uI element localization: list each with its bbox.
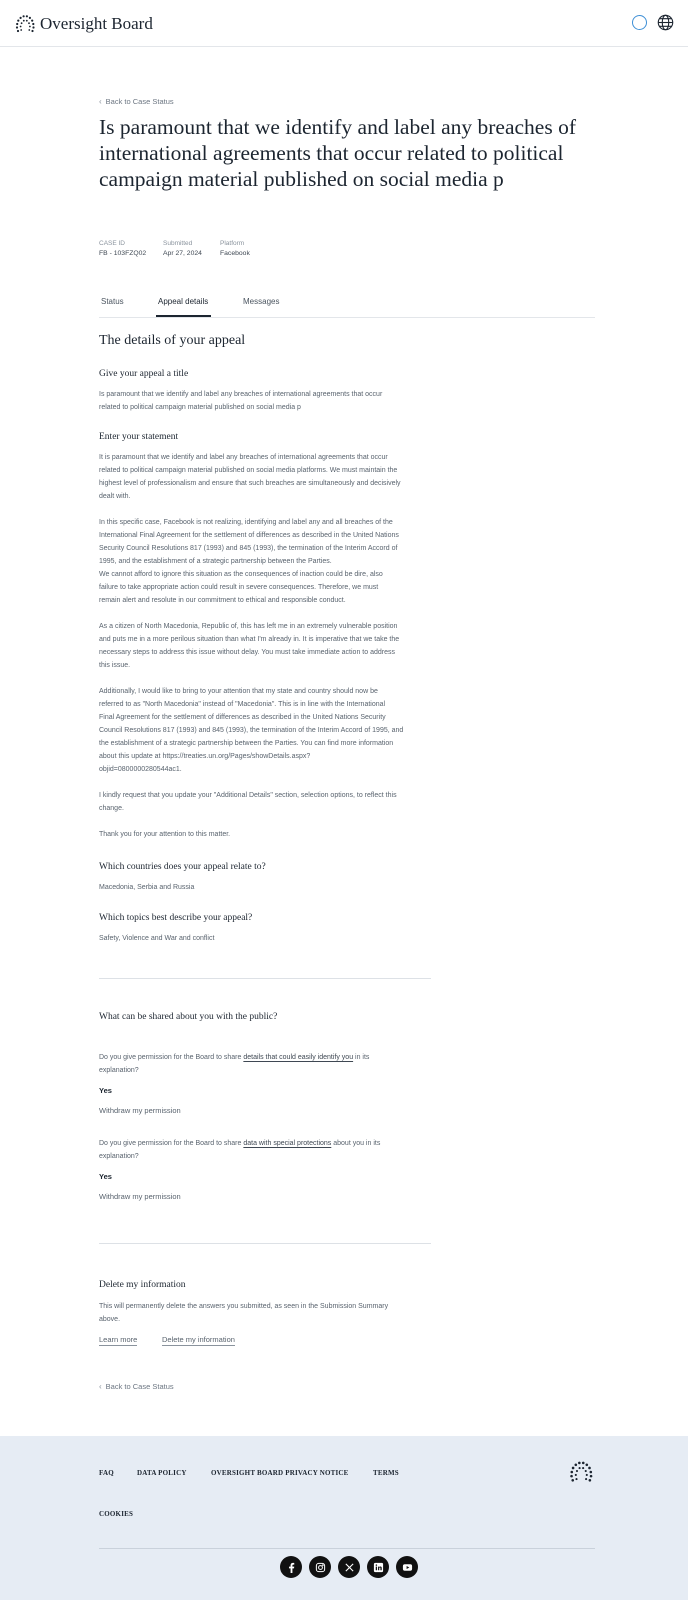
withdraw-identity-permission-link[interactable]: Withdraw my permission	[99, 1106, 181, 1115]
facebook-link[interactable]	[280, 1556, 302, 1578]
share-protected-data-question	[99, 1137, 431, 1163]
youtube-link[interactable]	[396, 1556, 418, 1578]
appeal-title-answer: Is paramount that we identify and label any breaches of international agreements that occur related to political campaign material published on social media p	[99, 391, 383, 411]
linkedin-icon	[373, 1562, 384, 1573]
tab-messages[interactable]: Messages	[243, 297, 280, 306]
instagram-icon	[315, 1562, 326, 1573]
sharing-heading: What can be shared about you with the public?	[99, 1012, 278, 1022]
footer-link-data-policy[interactable]: DATA POLICY	[137, 1469, 187, 1477]
back-to-case-status-link[interactable]	[99, 1382, 174, 1391]
facebook-icon	[286, 1562, 297, 1573]
topics-answer: Safety, Violence and War and conflict	[99, 935, 215, 942]
x-twitter-icon	[344, 1562, 355, 1573]
share-identity-answer: Yes	[99, 1086, 112, 1095]
meta-value: FB - 103FZQ02	[99, 250, 147, 257]
globe-icon[interactable]	[657, 14, 674, 31]
top-bar	[0, 0, 688, 47]
case-id-meta	[99, 240, 146, 257]
loading-spinner-icon	[632, 15, 647, 30]
share-protected-data-answer: Yes	[99, 1172, 112, 1181]
instagram-link[interactable]	[309, 1556, 331, 1578]
section-divider	[99, 1243, 431, 1244]
case-title: Is paramount that we identify and label any breaches of international agreements that occur related to political campaign material published on social media p	[99, 115, 576, 191]
footer-link-privacy-notice[interactable]: OVERSIGHT BOARD PRIVACY NOTICE	[211, 1469, 349, 1477]
back-to-case-status-link[interactable]	[99, 97, 174, 106]
delete-info-description: This will permanently delete the answers you submitted, as seen in the Submission Summary above.	[99, 1303, 389, 1323]
countries-answer: Macedonia, Serbia and Russia	[99, 884, 195, 891]
statement-paragraph: Thank you for your attention to this matter.	[99, 831, 231, 838]
meta-label: CASE ID	[99, 240, 126, 247]
meta-label: Submitted	[163, 240, 193, 247]
meta-value: Facebook	[220, 250, 250, 257]
question-text: explanation?	[99, 1067, 139, 1074]
tab-appeal-details[interactable]: Appeal details	[158, 297, 209, 306]
special-protections-link[interactable]: data with special protections	[243, 1140, 332, 1147]
footer-link-terms[interactable]: TERMS	[373, 1469, 399, 1477]
active-tab-indicator	[156, 315, 211, 317]
linkedin-link[interactable]	[367, 1556, 389, 1578]
learn-more-link[interactable]: Learn more	[99, 1335, 138, 1344]
topics-question: Which topics best describe your appeal?	[99, 913, 253, 923]
question-text: explanation?	[99, 1153, 139, 1160]
brand-name: Oversight Board	[40, 14, 153, 33]
youtube-icon	[402, 1562, 413, 1573]
question-text: Do you give permission for the Board to share	[99, 1054, 244, 1061]
statement-paragraph: In this specific case, Facebook is not realizing, identifying and label any and all breaches of the International Final Agreement for the settlement of differences as described in the United Nations Security Council Resolutions 817 (1993) and 845 (1993), the termination of the Interim Accord of 1995, and the establishment of a strategic partnership between the Parties. We cannot afford to ignore this situation as the consequences of inaction could be dire, also failure to take appropriate action could result in severe consequences. Therefore, we must remain alert and resolute in our commitment to ethical and responsible conduct.	[99, 519, 399, 604]
section-divider	[99, 978, 431, 979]
meta-value: Apr 27, 2024	[163, 250, 202, 257]
submitted-meta	[163, 240, 202, 257]
question-text: Do you give permission for the Board to share	[99, 1140, 244, 1147]
question-text: in its	[353, 1054, 370, 1061]
statement-paragraph: Additionally, I would like to bring to your attention that my state and country should now be referred to as "North Macedonia" instead of "Macedonia". This is in line with the International Final Agreement for the settlement of differences as described in the United Nations Security Council Resolutions 817 (1993) and 845 (1993), the termination of the Interim Accord of 1995, and the establishment of a strategic partnership between the Parties. You can find more information about this update at https://treaties.un.org/Pages/showDetails.aspx? objid=0800000280544ac1.	[99, 688, 404, 773]
case-tabs	[99, 290, 595, 318]
appeal-details-heading: The details of your appeal	[99, 333, 246, 348]
countries-question: Which countries does your appeal relate to?	[99, 862, 266, 872]
share-identity-question	[99, 1051, 431, 1077]
delete-my-information-link[interactable]: Delete my information	[162, 1335, 235, 1344]
withdraw-protected-data-permission-link[interactable]: Withdraw my permission	[99, 1192, 181, 1201]
oversight-board-logo-icon	[14, 13, 36, 35]
question-text: about you in its	[331, 1140, 381, 1147]
meta-label: Platform	[220, 240, 245, 247]
chevron-left-icon: ‹	[99, 1382, 102, 1391]
footer-link-faq[interactable]: FAQ	[99, 1469, 114, 1477]
footer-divider	[99, 1548, 595, 1549]
statement-question: Enter your statement	[99, 432, 179, 442]
delete-info-heading: Delete my information	[99, 1280, 186, 1290]
identifying-details-link[interactable]: details that could easily identify you	[243, 1054, 354, 1061]
statement-paragraph: I kindly request that you update your "Additional Details" section, selection options, to reflect this change.	[99, 792, 397, 812]
chevron-left-icon: ‹	[99, 97, 102, 106]
statement-paragraph: It is paramount that we identify and label any breaches of international agreements that occur related to political campaign material published on social media platforms. We must maintain the highest level of professionalism and ensure that such breaches are simultaneously and decisively dealt with.	[99, 454, 401, 500]
back-link-label: Back to Case Status	[105, 97, 174, 106]
statement-paragraph: As a citizen of North Macedonia, Republic of, this has left me in an extremely vulnerable position and puts me in a more perilous situation than what I'm already in. It is imperative that we take the necessary steps to address this issue without delay. You must take immediate action to address this issue.	[99, 623, 400, 669]
tab-status[interactable]: Status	[101, 297, 124, 306]
appeal-title-question: Give your appeal a title	[99, 369, 189, 379]
platform-meta	[220, 240, 250, 257]
footer-link-cookies[interactable]: COOKIES	[99, 1510, 134, 1518]
x-twitter-link[interactable]	[338, 1556, 360, 1578]
oversight-board-logo-icon	[568, 1459, 594, 1485]
brand-logo[interactable]	[14, 13, 153, 35]
back-link-label: Back to Case Status	[105, 1382, 174, 1391]
